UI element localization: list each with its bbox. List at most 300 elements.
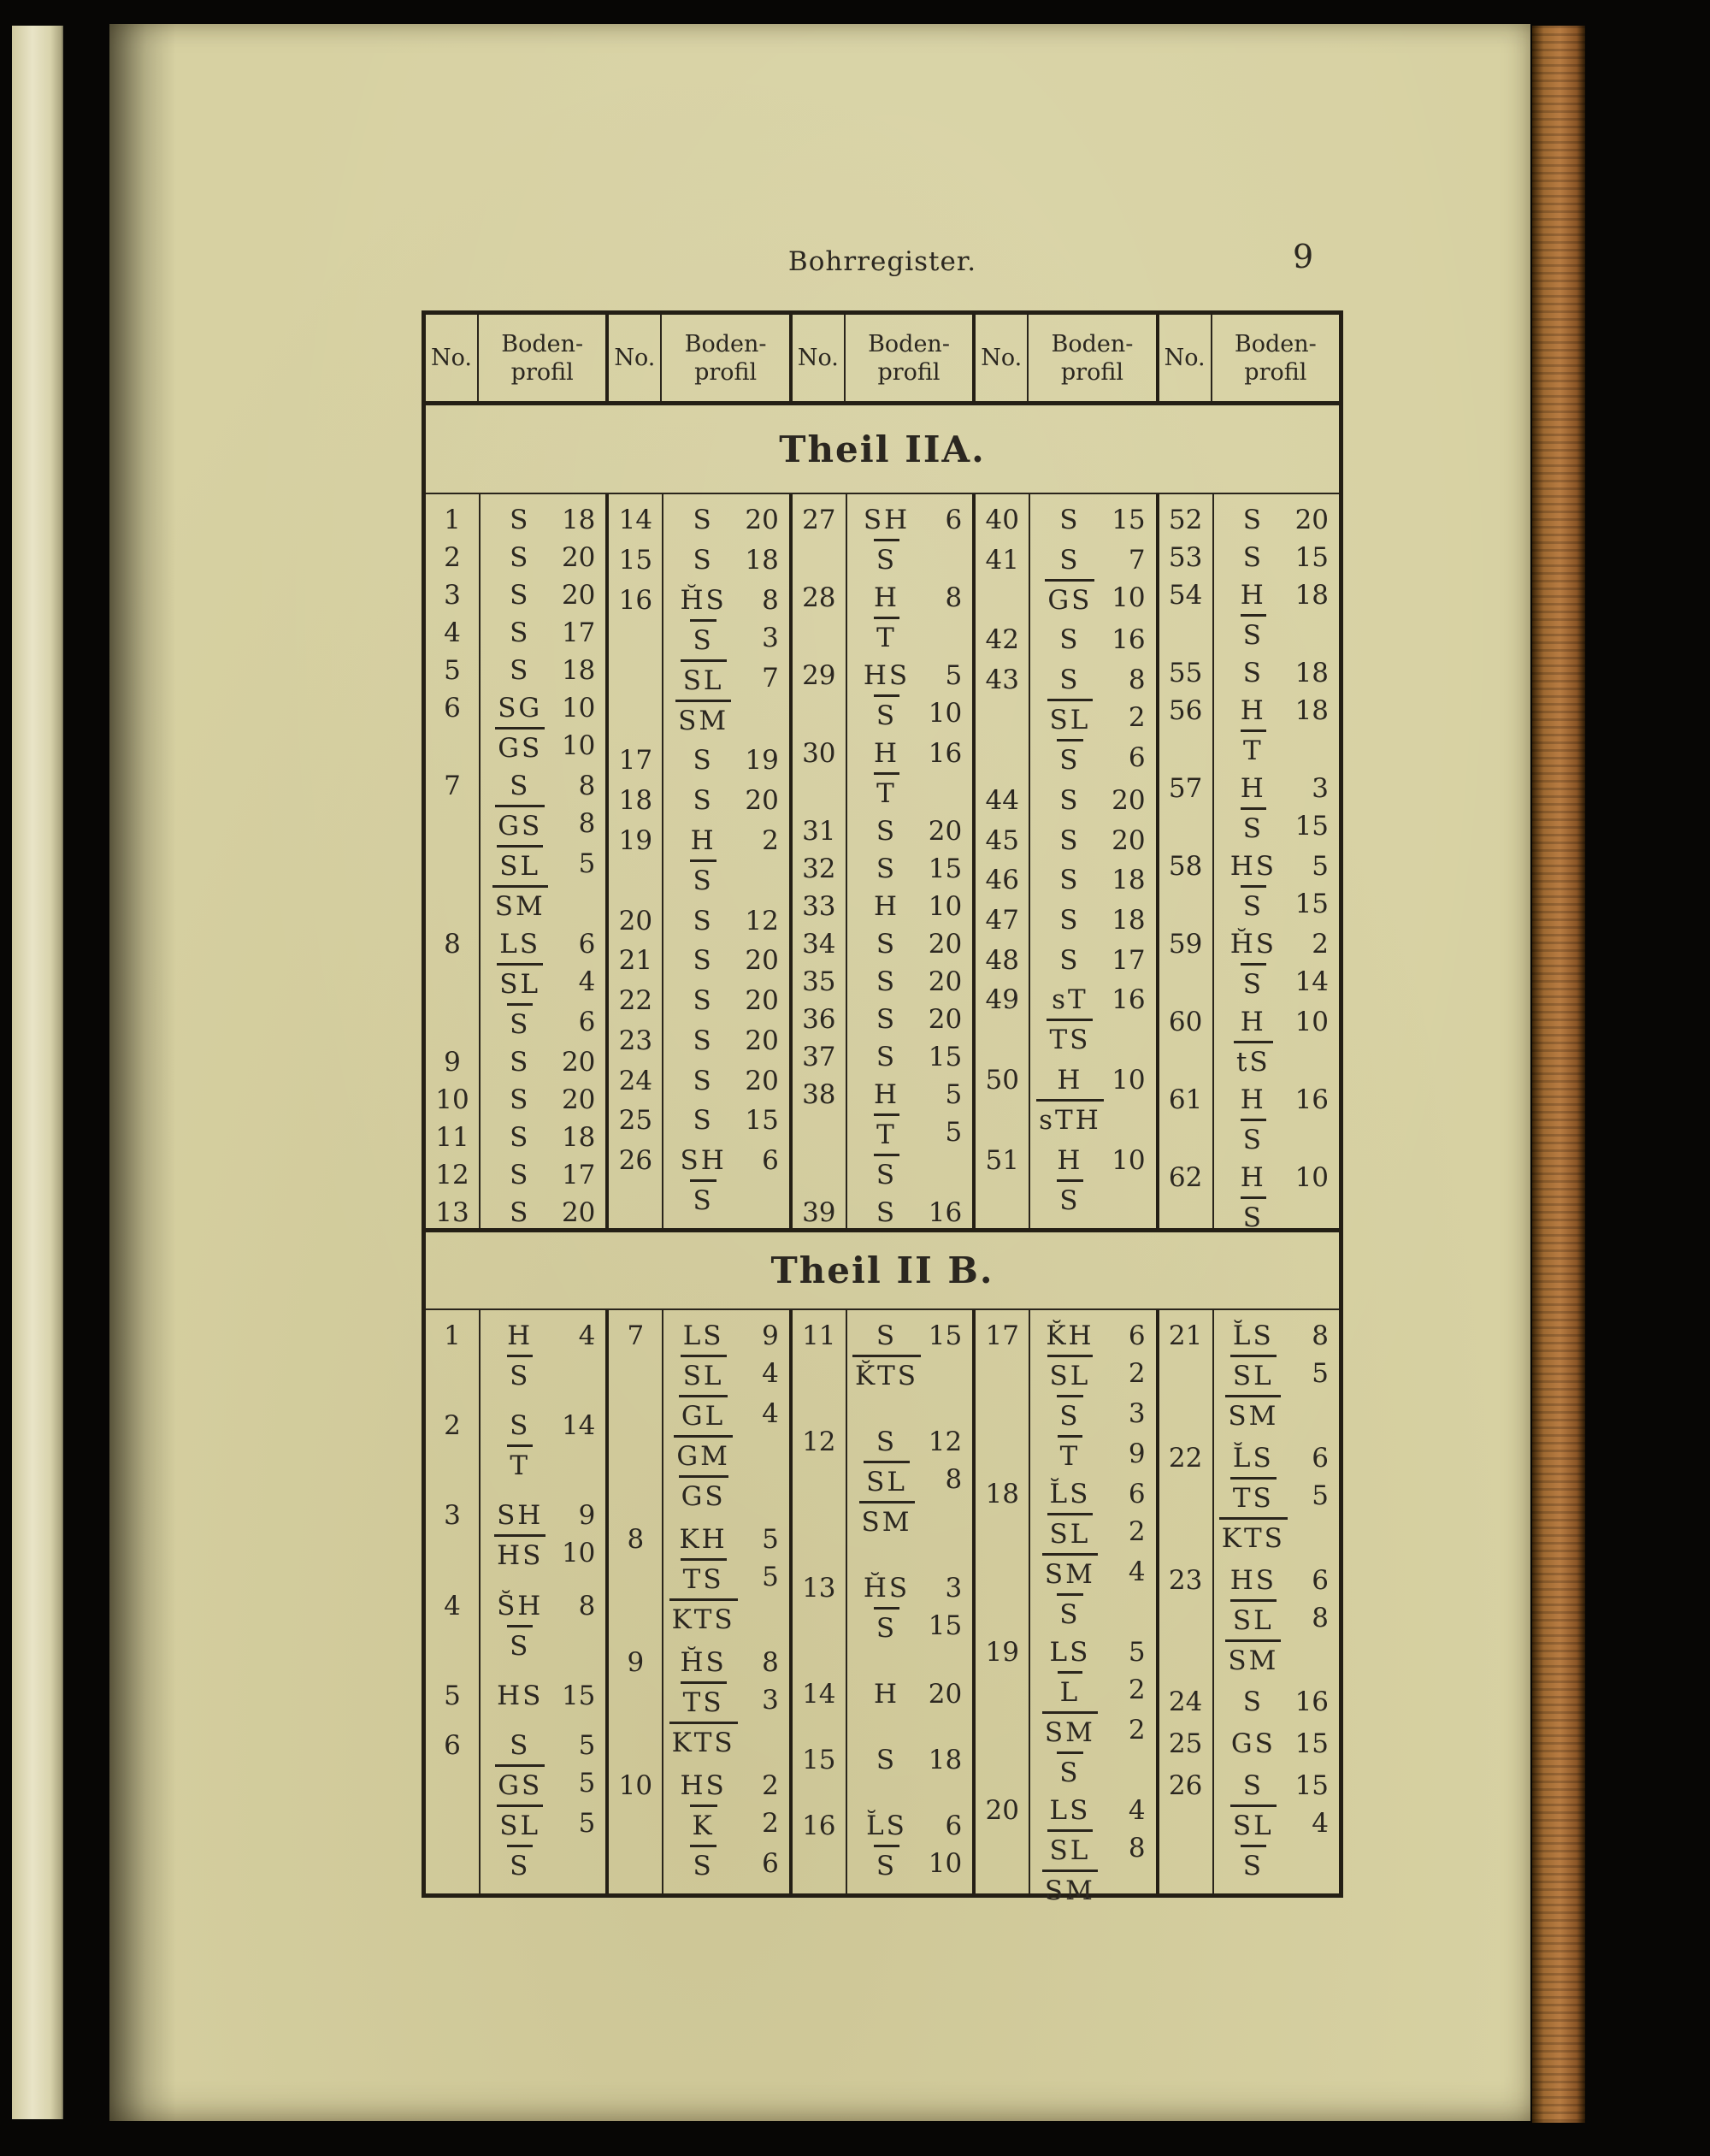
soil-code-wrap: [667, 782, 739, 819]
soil-code: S: [1057, 1395, 1082, 1435]
soil-code-wrap: [484, 614, 556, 652]
profile-line: [484, 1003, 595, 1043]
table-row: [426, 1587, 605, 1665]
soil-code: S: [507, 1625, 533, 1665]
soil-code-wrap: [667, 501, 739, 539]
table-row: [1159, 654, 1339, 692]
profile-line: [851, 1355, 962, 1395]
table-row: [1159, 1317, 1339, 1435]
entry-profile: [846, 735, 972, 812]
depth-value: 6: [1128, 1479, 1146, 1509]
soil-code-wrap: [1218, 1805, 1289, 1845]
entry-number: 26: [618, 1145, 653, 1176]
profile-line: [667, 1062, 778, 1100]
soil-code: SL: [1230, 1805, 1277, 1845]
depth-value: 5: [578, 1729, 596, 1761]
entry-number: 28: [802, 582, 836, 613]
column-pair: [426, 1310, 605, 1893]
running-title: Bohrregister.: [787, 246, 977, 277]
header-pair: [605, 315, 788, 401]
entry-number: 6: [444, 1729, 461, 1761]
entry-profile: [479, 576, 605, 614]
soil-code: H: [507, 1320, 534, 1351]
entry-number: 37: [802, 1042, 836, 1072]
table-row: [426, 501, 605, 539]
profile-line: [667, 1644, 778, 1681]
soil-code: S: [693, 745, 714, 777]
table-row: [793, 1675, 972, 1713]
entry-profile: [479, 1587, 605, 1665]
bohrregister-table: [422, 310, 1343, 1906]
profile-line: [484, 576, 595, 614]
entry-profile: [662, 1142, 788, 1220]
entry-number: 35: [802, 966, 836, 997]
soil-code: SH: [497, 1500, 544, 1532]
soil-code: T: [874, 772, 899, 812]
soil-code: TS: [1047, 1019, 1093, 1059]
soil-code-wrap: [484, 1587, 556, 1625]
profile-line: [667, 1767, 778, 1805]
soil-code-wrap: [851, 1194, 923, 1232]
soil-code: S: [507, 1003, 533, 1043]
table-row: [609, 1062, 788, 1100]
profile-line: [1034, 1475, 1145, 1513]
depth-value: 6: [1128, 1320, 1146, 1351]
soil-code: GS: [495, 805, 545, 845]
profile-line: [1034, 1513, 1145, 1553]
entry-number: 5: [444, 655, 461, 686]
entry-number: 17: [985, 1320, 1019, 1351]
depth-value: [1289, 729, 1329, 770]
profile-line: [484, 1043, 595, 1081]
profile-line: [851, 1461, 962, 1501]
profile-line: [851, 1154, 962, 1194]
soil-code: sT: [1052, 984, 1088, 1016]
soil-code-wrap: [1218, 1767, 1289, 1805]
entry-number: 25: [1168, 1728, 1203, 1760]
profile-line: [1034, 942, 1145, 979]
soil-code: H: [873, 1079, 900, 1110]
table-row: [976, 661, 1155, 779]
soil-code: HS: [863, 660, 911, 691]
entry-number: 5: [444, 1680, 461, 1711]
column-header-bodenprofil-line: profil: [1244, 358, 1307, 386]
table-row: [976, 621, 1155, 659]
soil-code-wrap: [851, 1154, 923, 1194]
column-header-no: No.: [609, 315, 662, 401]
soil-code-wrap: [1218, 1845, 1289, 1885]
entry-number: 19: [985, 1637, 1019, 1668]
entry-profile: [1212, 1159, 1339, 1237]
table-row: [793, 657, 972, 735]
profile-line: [1034, 1671, 1145, 1711]
soil-code-wrap: [484, 1194, 556, 1232]
table-row: [793, 1317, 972, 1395]
depth-value: 20: [928, 929, 963, 960]
soil-code-wrap: [484, 925, 556, 963]
depth-value: 18: [561, 655, 596, 686]
soil-code-wrap: [1034, 1870, 1106, 1910]
soil-code-wrap: [1218, 1003, 1289, 1041]
entry-number: 4: [444, 1590, 461, 1621]
soil-code-wrap: [484, 1003, 556, 1043]
entry-number: 10: [435, 1084, 469, 1115]
table-row: [1159, 501, 1339, 539]
entry-profile: [1029, 1317, 1155, 1475]
profile-line: [484, 689, 595, 727]
entry-number: 51: [985, 1144, 1019, 1176]
table-row: [426, 1677, 605, 1715]
soil-code-wrap: [1034, 1019, 1106, 1059]
depth-value: 10: [928, 698, 963, 729]
profile-line: [1218, 848, 1329, 885]
soil-code: S: [874, 1154, 899, 1194]
depth-value: 8: [1312, 1320, 1330, 1351]
depth-value: [923, 1501, 962, 1541]
profile-line: [1034, 1099, 1145, 1139]
depth-value: 20: [745, 505, 779, 535]
soil-code: S: [876, 1320, 898, 1351]
profile-line: [667, 700, 778, 740]
profile-line: [484, 1355, 595, 1395]
profile-line: [1218, 1081, 1329, 1119]
soil-code-wrap: [484, 1625, 556, 1665]
entry-number: 12: [802, 1427, 836, 1457]
soil-code-wrap: [667, 582, 739, 619]
soil-code: H: [1057, 1065, 1083, 1096]
soil-code-wrap: [851, 1423, 923, 1461]
table-row: [426, 652, 605, 689]
table-row: [793, 1423, 972, 1541]
entry-profile: [846, 812, 972, 850]
entry-number: 43: [985, 665, 1019, 696]
entry-profile: [1029, 1142, 1155, 1220]
entry-profile: [846, 1569, 972, 1647]
profile-line: [1218, 1119, 1329, 1159]
depth-value: 5: [578, 848, 596, 879]
column-entries: [609, 1310, 788, 1893]
column-header-bodenprofil-line: profil: [877, 358, 940, 386]
soil-code: S: [510, 1047, 531, 1078]
profile-line: [1218, 925, 1329, 963]
entry-profile: [846, 1675, 972, 1713]
profile-line: [1034, 1870, 1145, 1910]
depth-value: 4: [1128, 1795, 1146, 1826]
soil-code-wrap: [484, 689, 556, 727]
soil-code: S: [510, 1084, 531, 1115]
soil-code: S: [1241, 807, 1266, 848]
depth-value: [923, 772, 962, 812]
soil-code: S: [510, 1410, 531, 1442]
profile-line: [484, 1845, 595, 1885]
table-row: [609, 1022, 788, 1060]
profile-line: [1218, 729, 1329, 770]
entry-profile: [1212, 770, 1339, 848]
table-row: [426, 689, 605, 767]
entry-profile: [662, 902, 788, 940]
depth-value: 15: [928, 1042, 963, 1072]
profile-line: [667, 1722, 778, 1762]
soil-code: LS: [682, 1320, 724, 1351]
profile-line: [851, 925, 962, 963]
column-entries: [1159, 494, 1339, 1233]
entry-profile: [479, 1407, 605, 1485]
section-data-0: [426, 494, 1339, 1233]
profile-line: [484, 1587, 595, 1625]
profile-line: [1218, 1683, 1329, 1721]
depth-value: 18: [745, 544, 779, 576]
profile-line: [1034, 1751, 1145, 1792]
entry-profile: [662, 1767, 788, 1885]
soil-code: S: [1059, 905, 1081, 936]
soil-code-wrap: [851, 1607, 923, 1647]
soil-code: HS: [497, 1680, 544, 1711]
header-pair: [1156, 315, 1339, 401]
depth-value: 14: [1294, 966, 1330, 997]
soil-code: S: [1059, 624, 1081, 656]
entry-number: 1: [444, 1320, 461, 1351]
profile-line: [1218, 1599, 1329, 1639]
profile-line: [667, 1317, 778, 1355]
table-row: [426, 1497, 605, 1574]
profile-line: [1034, 1633, 1145, 1671]
soil-code-wrap: [851, 539, 923, 579]
entry-number: 27: [802, 505, 836, 535]
entry-profile: [1212, 692, 1339, 770]
entry-number: 14: [618, 505, 653, 535]
profile-line: [851, 1741, 962, 1779]
profile-line: [484, 767, 595, 805]
table-row: [793, 735, 972, 812]
depth-value: 4: [1128, 1556, 1146, 1587]
profile-line: [1218, 1562, 1329, 1599]
soil-code-wrap: [667, 1317, 739, 1355]
soil-code-wrap: [1034, 1435, 1106, 1475]
soil-code-wrap: [851, 850, 923, 888]
soil-code-wrap: [851, 1807, 923, 1845]
column-entries: [793, 494, 972, 1228]
soil-code-wrap: [1034, 822, 1106, 859]
profile-line: [851, 1423, 962, 1461]
profile-line: [484, 1156, 595, 1194]
entry-number: 47: [985, 905, 1019, 936]
soil-code: S: [1242, 658, 1264, 688]
soil-code: KTS: [669, 1598, 738, 1639]
profile-line: [1218, 807, 1329, 848]
entry-number: 59: [1168, 929, 1203, 960]
profile-line: [1034, 782, 1145, 819]
depth-value: [1289, 1196, 1329, 1237]
soil-code: H: [873, 1679, 900, 1710]
depth-value: 3: [762, 622, 779, 653]
depth-value: 2: [762, 1770, 779, 1801]
soil-code: S: [510, 655, 531, 686]
depth-value: [556, 1355, 595, 1395]
profile-line: [484, 1444, 595, 1485]
soil-code-wrap: [1034, 901, 1106, 939]
entry-profile: [479, 1497, 605, 1574]
soil-code-wrap: [484, 727, 556, 767]
entry-profile: [1212, 1081, 1339, 1159]
profile-line: [667, 822, 778, 859]
profile-line: [1034, 981, 1145, 1019]
depth-value: 8: [762, 584, 779, 616]
profile-line: [1034, 1355, 1145, 1395]
entry-number: 48: [985, 944, 1019, 976]
soil-code-wrap: [851, 1113, 923, 1154]
section-header-theil-iib: [426, 1228, 1339, 1310]
depth-value: 20: [561, 542, 596, 573]
profile-line: [484, 885, 595, 925]
depth-value: [1106, 1870, 1146, 1910]
soil-code: TS: [681, 1558, 727, 1598]
soil-code: S: [874, 1845, 899, 1885]
profile-line: [484, 925, 595, 963]
profile-line: [851, 694, 962, 735]
entry-number: 13: [802, 1573, 836, 1604]
profile-line: [484, 501, 595, 539]
soil-code: S: [876, 1745, 898, 1775]
soil-code: T: [1058, 1435, 1083, 1475]
depth-value: 5: [1128, 1637, 1146, 1668]
entry-number: 17: [618, 745, 653, 777]
soil-code: tS: [1234, 1041, 1273, 1081]
depth-value: 5: [578, 1767, 596, 1799]
depth-value: [556, 1444, 595, 1485]
soil-code-wrap: [1218, 539, 1289, 576]
table-row: [1159, 770, 1339, 848]
profile-line: [1218, 1196, 1329, 1237]
depth-value: [740, 1475, 779, 1515]
profile-line: [667, 902, 778, 940]
soil-code-wrap: [484, 1497, 556, 1534]
entry-number: 39: [802, 1197, 836, 1228]
soil-code: T: [1241, 729, 1266, 770]
entry-number: 21: [1168, 1320, 1203, 1351]
profile-line: [851, 1807, 962, 1845]
entry-number: 45: [985, 824, 1019, 856]
entry-number: 26: [1168, 1769, 1203, 1801]
column-header-bodenprofil: [479, 315, 605, 401]
depth-value: 2: [1128, 1358, 1146, 1389]
profile-line: [484, 805, 595, 845]
soil-code: SL: [1047, 1355, 1094, 1395]
soil-code: S: [1057, 1179, 1082, 1220]
soil-code-wrap: [1218, 1041, 1289, 1081]
depth-value: [556, 1845, 595, 1885]
soil-code-wrap: [1218, 1317, 1289, 1355]
table-row: [976, 942, 1155, 979]
depth-value: 5: [1312, 851, 1330, 882]
profile-line: [667, 982, 778, 1019]
depth-value: 8: [762, 1647, 779, 1678]
entry-profile: [1029, 541, 1155, 619]
profile-line: [667, 741, 778, 779]
table-row: [609, 902, 788, 940]
entry-profile: [662, 1521, 788, 1639]
depth-value: 15: [1294, 889, 1330, 919]
soil-code: S: [874, 1607, 899, 1647]
entry-number: 11: [435, 1122, 469, 1153]
depth-value: 20: [561, 580, 596, 611]
soil-code: GS: [679, 1475, 728, 1515]
entry-profile: [479, 1677, 605, 1715]
soil-code-wrap: [851, 1001, 923, 1038]
entry-profile: [1029, 1792, 1155, 1910]
table-row: [426, 1407, 605, 1485]
entry-profile: [846, 1317, 972, 1395]
profile-line: [1034, 1593, 1145, 1633]
depth-value: 10: [1112, 1065, 1146, 1096]
soil-code: S: [1059, 824, 1081, 856]
table-row: [976, 1317, 1155, 1475]
table-row: [1159, 692, 1339, 770]
soil-code: S: [1059, 665, 1081, 696]
depth-value: [556, 1625, 595, 1665]
profile-line: [851, 1317, 962, 1355]
profile-line: [484, 845, 595, 885]
depth-value: 9: [578, 1500, 596, 1532]
profile-line: [851, 617, 962, 657]
soil-code: H: [1240, 773, 1266, 804]
entry-profile: [662, 501, 788, 539]
profile-line: [484, 1534, 595, 1574]
soil-code-wrap: [851, 1355, 923, 1395]
entry-number: 11: [802, 1320, 836, 1351]
entry-profile: [1212, 576, 1339, 654]
column-pair: [1156, 494, 1339, 1233]
entry-number: 13: [435, 1197, 469, 1228]
entry-number: 56: [1168, 695, 1203, 726]
header-pair: [789, 315, 972, 401]
entry-number: 38: [802, 1079, 836, 1110]
profile-line: [667, 859, 778, 900]
column-pair: [426, 494, 605, 1228]
depth-value: [740, 1722, 779, 1762]
soil-code: L: [1058, 1671, 1083, 1711]
profile-line: [667, 582, 778, 619]
entry-number: 55: [1168, 658, 1203, 688]
entry-number: 16: [618, 584, 653, 616]
column-header-bodenprofil-line: Boden-: [868, 330, 950, 357]
profile-line: [667, 1805, 778, 1845]
entry-number: 23: [1168, 1564, 1203, 1596]
column-header-bodenprofil-line: Boden-: [684, 330, 767, 357]
soil-code-wrap: [851, 1038, 923, 1076]
soil-code: SM: [859, 1501, 915, 1541]
soil-code: S: [1242, 1769, 1264, 1801]
depth-value: 20: [928, 816, 963, 847]
depth-value: 8: [1312, 1602, 1330, 1633]
profile-line: [667, 541, 778, 579]
column-header-bodenprofil: [846, 315, 972, 401]
profile-line: [1218, 576, 1329, 614]
soil-code-wrap: [667, 1395, 739, 1435]
soil-code: S: [693, 785, 714, 816]
soil-code: S: [690, 859, 716, 900]
profile-line: [851, 1845, 962, 1885]
soil-code: SL: [1047, 1513, 1094, 1553]
depth-value: 7: [762, 662, 779, 694]
entry-profile: [1212, 539, 1339, 576]
depth-value: 2: [1128, 1516, 1146, 1547]
column-entries: [976, 494, 1155, 1228]
profile-line: [484, 1194, 595, 1232]
soil-code-wrap: [1218, 1477, 1289, 1517]
section-title: Theil IIA.: [779, 428, 986, 470]
table-row: [1159, 1562, 1339, 1680]
profile-line: [1218, 1639, 1329, 1680]
